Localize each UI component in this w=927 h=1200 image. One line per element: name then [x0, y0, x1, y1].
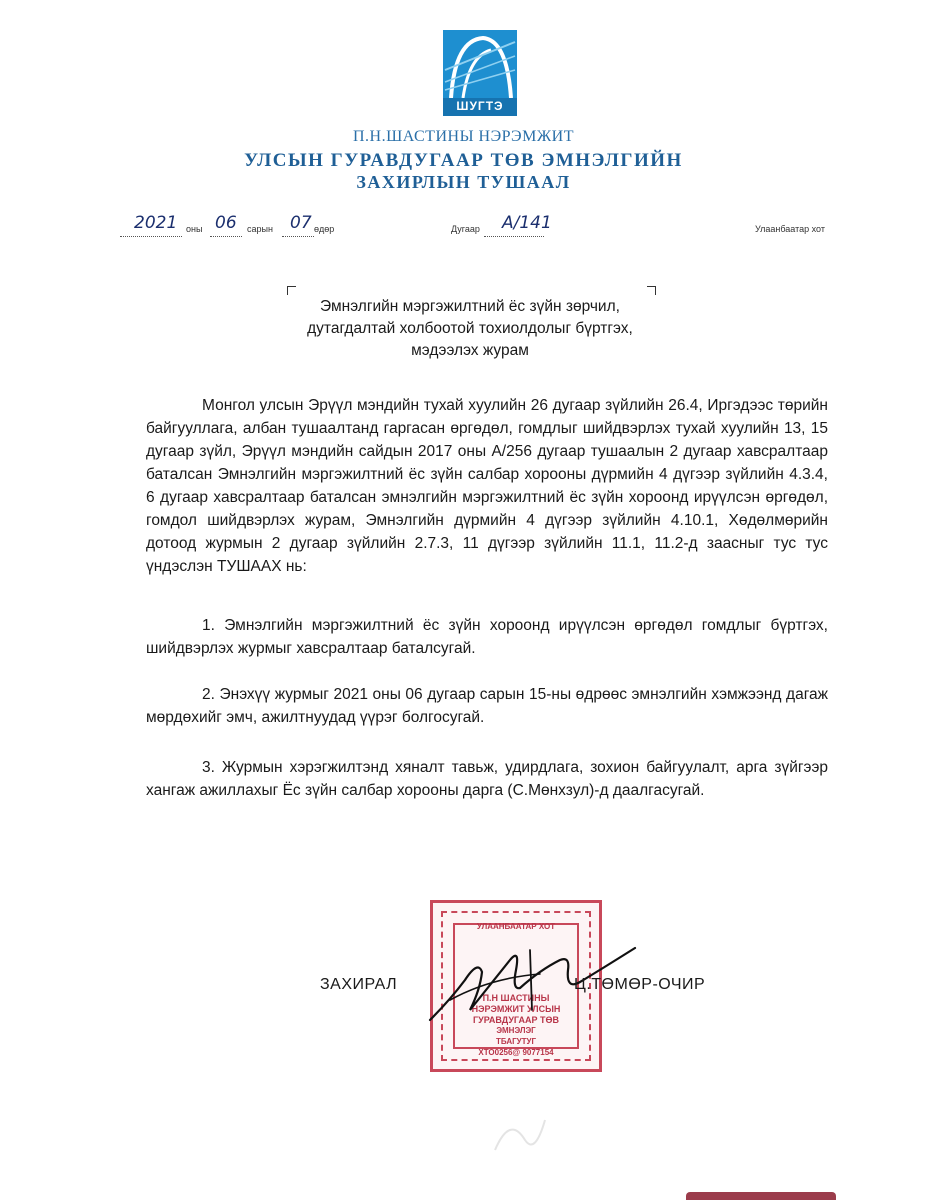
signatory-name: Ц.ТӨМӨР-ОЧИР [574, 976, 706, 993]
month-suffix: сарын [247, 224, 273, 234]
subject-line-1: Эмнэлгийн мэргэжилтний ёс зүйн зөрчил, [320, 298, 620, 315]
subject-bracket-right [647, 286, 656, 295]
order-subject [250, 296, 690, 362]
body-paragraph-basis: Монгол улсын Эрүүл мэндийн тухай хуулийн 26 дугаар зүйлийн 26.4, Иргэдээс төрийн байгууллага, албан тушаалтанд гаргасан өргөдөл, гомдлыг шийдвэрлэх тухай хуулийн 13, 15 дугаар зүйл, Эрүүл мэндийн сайдын 2017 оны А/256 дугаар тушаалын 2 дугаар хавсралтаар баталсан Эмнэлгийн мэргэжилтний ёс зүйн салбар хорооны дүрмийн 4 дүгээр зүйлийн 4.3.4, 6 дугаар хавсралтаар баталсан эмнэлгийн мэргэжилтний ёс зүйн хороонд ирүүлсэн өргөдөл, гомдол шийдвэрлэх журам, Эмнэлгийн дүрмийн 4 дүгээр зүйлийн 4.10.1, Хөдөлмөрийн дотоод журмын 2 дугаар зүйлийн 2.7.3, 11 дүгээр зүйлийн 11.1, 11.2-д заасныг тус тус үндэслэн ТУШААХ нь: [146, 397, 828, 575]
stamp-line-4: ГУРАВДУГААР ТӨВ [473, 1015, 559, 1025]
stamp-line-5: ЭМНЭЛЭГ [496, 1026, 536, 1035]
day-suffix: өдөр [314, 224, 335, 234]
bleed-through-scribble-icon [490, 1110, 550, 1160]
date-month: 06 [215, 213, 237, 233]
hospital-logo [443, 30, 517, 116]
date-day: 07 [290, 213, 312, 233]
month-underline [210, 236, 242, 237]
year-suffix: оны [186, 224, 203, 234]
header-line-3: ЗАХИРЛЫН ТУШААЛ [356, 172, 571, 192]
header-line-2: УЛСЫН ГУРАВДУГААР ТӨВ ЭМНЭЛГИЙН [244, 150, 683, 171]
body-paragraph-1: 1. Эмнэлгийн мэргэжилтний ёс зүйн хороонд ирүүлсэн өргөдөл гомдлыг бүртгэх, шийдвэрлэх журмыг хавсралтаар баталсугай. [146, 617, 828, 657]
signatory-title: ЗАХИРАЛ [320, 976, 398, 993]
order-number: А/141 [502, 213, 552, 233]
stamp-line-1: УЛААНБААТАР ХОТ [476, 922, 556, 931]
stamp-line-3: НЭРЭМЖИТ УЛСЫН [471, 1004, 561, 1014]
subject-line-2: дутагдалтай холбоотой тохиолдолыг бүртгэх, [307, 320, 633, 337]
city: Улаанбаатар хот [755, 224, 825, 234]
bottom-red-mark [686, 1192, 836, 1200]
year-underline [120, 236, 182, 237]
logo-text: ШУГТЭ [456, 99, 504, 113]
number-underline [484, 236, 544, 237]
stamp-line-2: П.Н ШАСТИНЫ [482, 993, 550, 1003]
subject-line-3: мэдээлэх журам [411, 342, 529, 359]
stamp-line-7: ХТО0256@ 9077154 [478, 1048, 554, 1057]
stamp-line-6: ТБАГУТУГ [495, 1037, 537, 1046]
body-paragraph-2: 2. Энэхүү журмыг 2021 оны 06 дугаар сарын 15-ны өдрөөс эмнэлгийн хэмжээнд дагаж мөрдөхийг эмч, ажилтнуудад үүрэг болгосугай. [146, 686, 828, 726]
header-line-1: П.Н.ШАСТИНЫ НЭРЭМЖИТ [353, 128, 574, 145]
subject-bracket-left [287, 286, 296, 295]
number-label: Дугаар [451, 224, 480, 234]
day-underline [282, 236, 314, 237]
date-line [0, 214, 927, 242]
body-paragraph-3: 3. Журмын хэрэгжилтэнд хяналт тавьж, удирдлага, зохион байгуулалт, арга зүйгээр хангаж ажиллахыг Ёс зүйн салбар хорооны дарга (С.Мөнхзул)-д даалгасугай. [146, 759, 828, 799]
date-year: 2021 [134, 213, 178, 233]
